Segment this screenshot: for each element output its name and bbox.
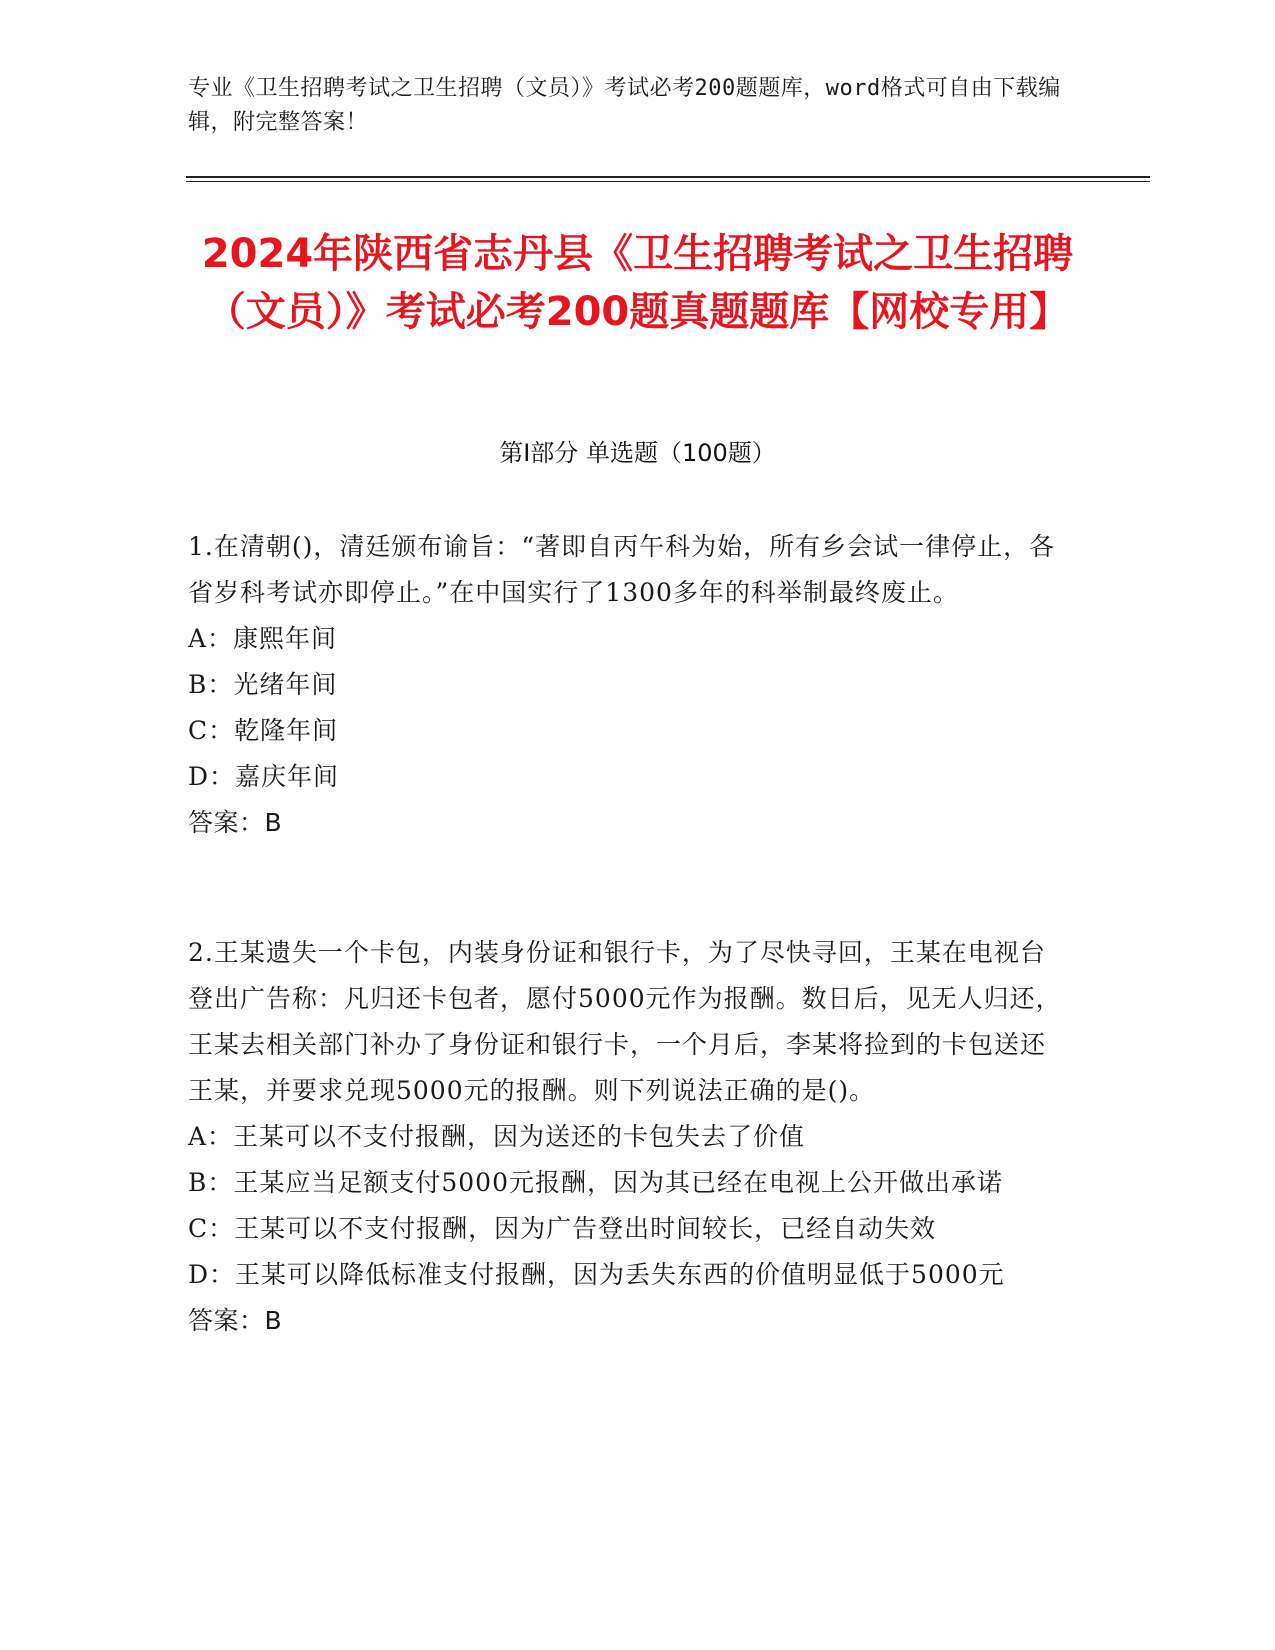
question-stem: 1.在清朝()，清廷颁布谕旨：“著即自丙午科为始，所有乡会试一律停止，各省岁科考试亦即停止。”在中国实行了1300多年的科举制最终废止。 [188,532,1056,607]
option-b: B：光绪年间 [188,670,338,699]
question-1 [188,524,1068,846]
option-a: A：王某可以不支付报酬，因为送还的卡包失去了价值 [188,1122,806,1151]
header-divider-thin [186,181,1150,182]
option-d: D：嘉庆年间 [188,762,340,791]
option-d: D：王某可以降低标准支付报酬，因为丢失东西的价值明显低于5000元 [188,1260,1005,1289]
option-c: C：王某可以不支付报酬，因为广告登出时间较长，已经自动失效 [188,1214,937,1243]
header-divider-thick [186,176,1150,178]
answer: 答案：B [188,1306,283,1335]
question-2 [188,930,1068,1344]
option-a: A：康熙年间 [188,624,338,653]
section-heading: 第I部分 单选题（100题） [499,439,776,467]
header-note: 专业《卫生招聘考试之卫生招聘（文员）》考试必考200题题库，word格式可自由下载编辑，附完整答案！ [188,76,1061,135]
option-b: B：王某应当足额支付5000元报酬，因为其已经在电视上公开做出承诺 [188,1168,1003,1197]
question-stem: 2.王某遗失一个卡包，内装身份证和银行卡，为了尽快寻回，王某在电视台登出广告称：凡归还卡包者，愿付5000元作为报酬。数日后，见无人归还，王某去相关部门补办了身份证和银行卡，一个月后，李某将捡到的卡包送还王某，并要求兑现5000元的报酬。则下列说法正确的是()。 [188,938,1062,1105]
document-title: 2024年陕西省志丹县《卫生招聘考试之卫生招聘（文员）》考试必考200题真题题库【网校专用】 [201,231,1074,335]
option-c: C：乾隆年间 [188,716,339,745]
answer: 答案：B [188,808,283,837]
